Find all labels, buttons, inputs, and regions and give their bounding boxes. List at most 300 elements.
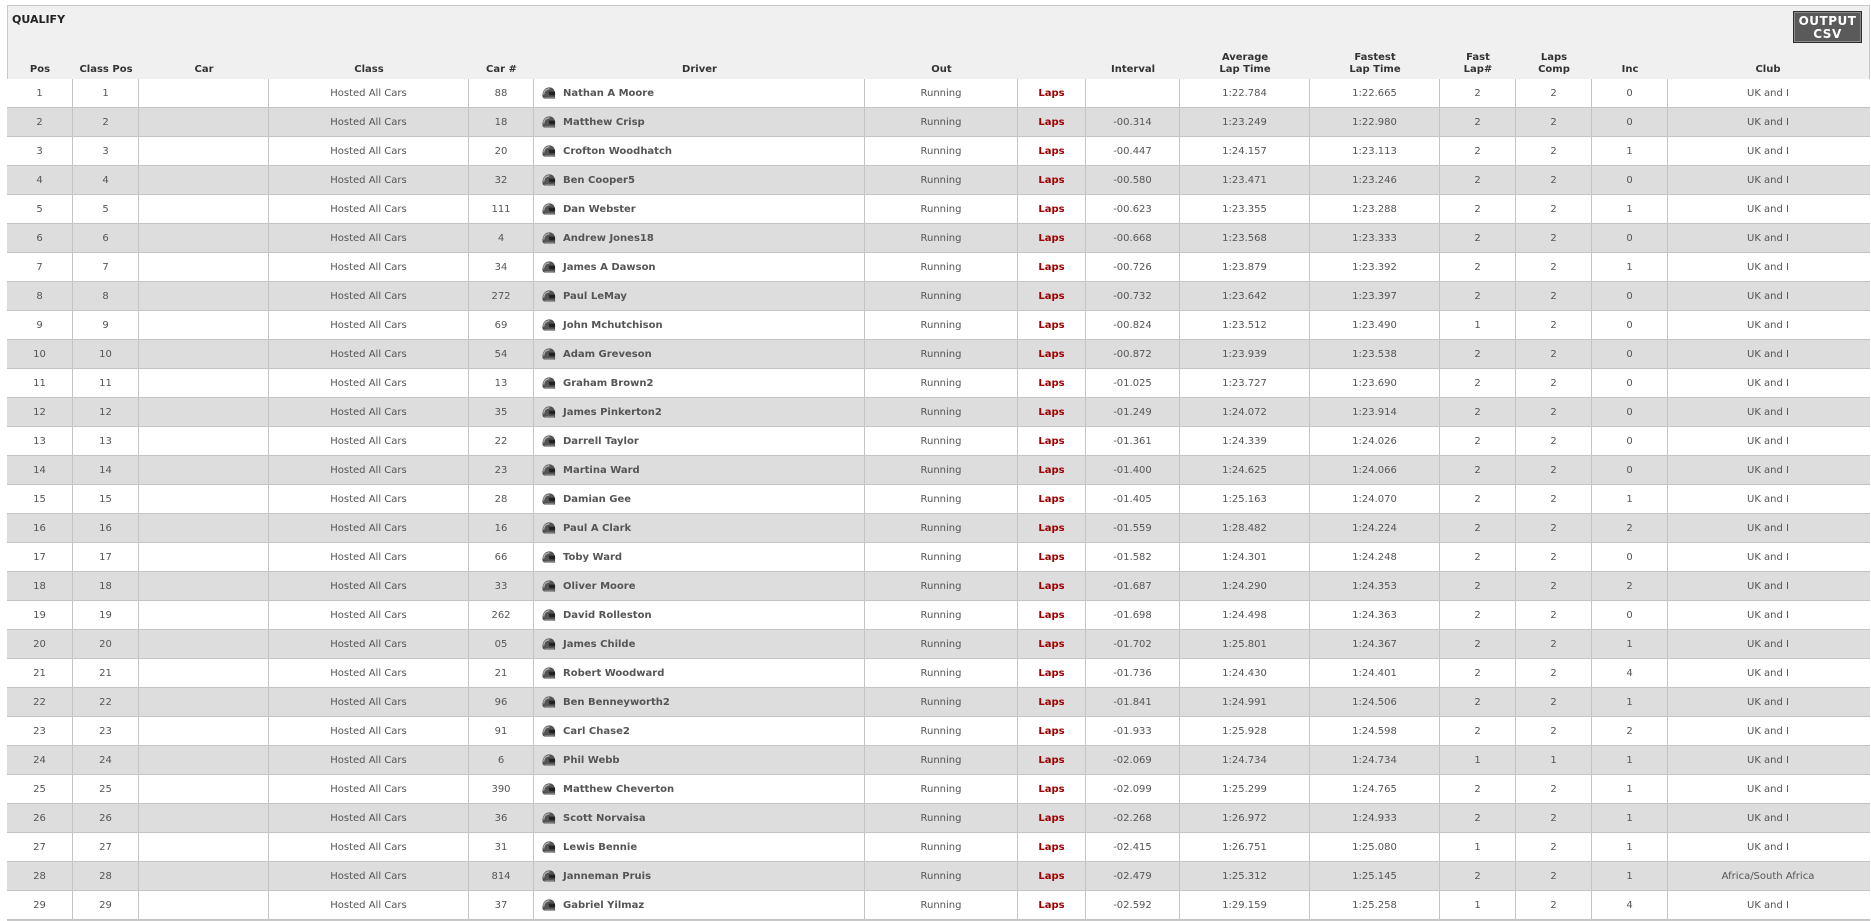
- cell-average-lap-time: 1:26.972: [1180, 804, 1310, 832]
- cell-laps-completed: 2: [1516, 601, 1592, 629]
- cell-out: Running: [865, 456, 1018, 484]
- cell-car-number: 54: [469, 340, 534, 368]
- column-header-line2: Lap Time: [1349, 64, 1401, 75]
- cell-car-number: 05: [469, 630, 534, 658]
- cell-class: Hosted All Cars: [269, 224, 469, 252]
- cell-out: Running: [865, 137, 1018, 165]
- column-header-line2: Pos: [29, 64, 51, 75]
- cell-car: [139, 79, 269, 107]
- cell-interval: -00.872: [1086, 340, 1180, 368]
- cell-class-pos: 6: [73, 224, 139, 252]
- cell-fastest-lap-time: 1:25.258: [1310, 891, 1440, 919]
- cell-club: UK and I: [1747, 435, 1789, 447]
- cell-club: UK and I: [1747, 145, 1789, 157]
- helmet-icon: [541, 86, 556, 101]
- helmet-icon: [541, 579, 556, 594]
- cell-out: Running: [865, 340, 1018, 368]
- cell-class: Hosted All Cars: [269, 514, 469, 542]
- driver-name: Ben Benneyworth2: [563, 696, 670, 708]
- cell-club: Africa/South Africa: [1721, 870, 1815, 882]
- cell-pos: 1: [7, 79, 73, 107]
- cell-incidents: 0: [1592, 369, 1668, 397]
- cell-car-number: 4: [469, 224, 534, 252]
- cell-class-pos: 2: [73, 108, 139, 136]
- cell-fast-lap-number: 2: [1440, 253, 1516, 281]
- cell-interval: [1086, 79, 1180, 107]
- cell-laps-completed: 2: [1516, 456, 1592, 484]
- driver-name: Adam Greveson: [563, 348, 652, 360]
- cell-average-lap-time: 1:24.301: [1180, 543, 1310, 571]
- cell-club: UK and I: [1747, 348, 1789, 360]
- laps-link[interactable]: Laps: [1018, 427, 1086, 455]
- cell-car: [139, 833, 269, 861]
- cell-incidents: 2: [1592, 717, 1668, 745]
- laps-link[interactable]: Laps: [1018, 630, 1086, 658]
- cell-class-pos: 3: [73, 137, 139, 165]
- cell-fast-lap-number: 2: [1440, 688, 1516, 716]
- cell-pos: 29: [7, 891, 73, 919]
- column-header-line1: Fast: [1466, 52, 1490, 63]
- table-row: [7, 224, 1870, 253]
- cell-car-number: 13: [469, 369, 534, 397]
- driver-name: Robert Woodward: [563, 667, 665, 679]
- cell-driver: [534, 543, 865, 571]
- cell-driver: [534, 398, 865, 426]
- helmet-icon: [541, 521, 556, 536]
- cell-car-number: 18: [469, 108, 534, 136]
- column-header-average-lap-time: [1180, 50, 1310, 78]
- column-header-incidents: [1592, 50, 1668, 78]
- cell-fastest-lap-time: 1:25.145: [1310, 862, 1440, 890]
- cell-car: [139, 311, 269, 339]
- cell-incidents: 0: [1592, 543, 1668, 571]
- cell-average-lap-time: 1:24.072: [1180, 398, 1310, 426]
- laps-link[interactable]: Laps: [1018, 456, 1086, 484]
- cell-car: [139, 456, 269, 484]
- cell-pos: 27: [7, 833, 73, 861]
- column-header-interval: [1086, 50, 1180, 78]
- cell-laps-completed: 2: [1516, 108, 1592, 136]
- cell-incidents: 0: [1592, 398, 1668, 426]
- cell-average-lap-time: 1:24.339: [1180, 427, 1310, 455]
- cell-pos: 25: [7, 775, 73, 803]
- cell-club: UK and I: [1747, 116, 1789, 128]
- cell-interval: -01.702: [1086, 630, 1180, 658]
- cell-class: Hosted All Cars: [269, 543, 469, 571]
- driver-name: Graham Brown2: [563, 377, 654, 389]
- cell-class-pos: 22: [73, 688, 139, 716]
- cell-class: Hosted All Cars: [269, 195, 469, 223]
- column-header-class-pos: [73, 50, 139, 78]
- cell-incidents: 1: [1592, 862, 1668, 890]
- cell-fast-lap-number: 2: [1440, 137, 1516, 165]
- cell-average-lap-time: 1:25.801: [1180, 630, 1310, 658]
- cell-class: Hosted All Cars: [269, 572, 469, 600]
- cell-car-number: 272: [469, 282, 534, 310]
- cell-fast-lap-number: 2: [1440, 717, 1516, 745]
- cell-driver: [534, 688, 865, 716]
- laps-link[interactable]: Laps: [1018, 166, 1086, 194]
- cell-fast-lap-number: 2: [1440, 543, 1516, 571]
- cell-club: UK and I: [1747, 551, 1789, 563]
- cell-average-lap-time: 1:23.568: [1180, 224, 1310, 252]
- cell-fastest-lap-time: 1:23.288: [1310, 195, 1440, 223]
- cell-driver: [534, 572, 865, 600]
- cell-class-pos: 24: [73, 746, 139, 774]
- cell-pos: 23: [7, 717, 73, 745]
- cell-fast-lap-number: 1: [1440, 746, 1516, 774]
- laps-link[interactable]: Laps: [1018, 775, 1086, 803]
- cell-class: Hosted All Cars: [269, 601, 469, 629]
- cell-car: [139, 253, 269, 281]
- driver-name: Gabriel Yilmaz: [563, 899, 645, 911]
- driver-name: Oliver Moore: [563, 580, 636, 592]
- cell-car-number: 23: [469, 456, 534, 484]
- column-header-line2: Car: [194, 64, 214, 75]
- cell-class-pos: 8: [73, 282, 139, 310]
- cell-class: Hosted All Cars: [269, 166, 469, 194]
- cell-class: Hosted All Cars: [269, 369, 469, 397]
- column-header-line2: Lap Time: [1219, 64, 1271, 75]
- helmet-icon: [541, 405, 556, 420]
- cell-average-lap-time: 1:25.163: [1180, 485, 1310, 513]
- cell-club: UK and I: [1747, 696, 1789, 708]
- cell-pos: 19: [7, 601, 73, 629]
- cell-car: [139, 282, 269, 310]
- cell-car-number: 262: [469, 601, 534, 629]
- cell-fastest-lap-time: 1:24.070: [1310, 485, 1440, 513]
- helmet-icon: [541, 463, 556, 478]
- cell-incidents: 4: [1592, 891, 1668, 919]
- cell-driver: [534, 282, 865, 310]
- cell-car: [139, 862, 269, 890]
- cell-class: Hosted All Cars: [269, 862, 469, 890]
- column-header-line1: Laps: [1540, 52, 1568, 63]
- cell-incidents: 1: [1592, 804, 1668, 832]
- cell-class-pos: 27: [73, 833, 139, 861]
- cell-incidents: 0: [1592, 340, 1668, 368]
- cell-incidents: 1: [1592, 746, 1668, 774]
- cell-driver: [534, 804, 865, 832]
- cell-average-lap-time: 1:25.299: [1180, 775, 1310, 803]
- cell-pos: 28: [7, 862, 73, 890]
- cell-fast-lap-number: 2: [1440, 572, 1516, 600]
- cell-pos: 2: [7, 108, 73, 136]
- table-row: [7, 804, 1870, 833]
- cell-average-lap-time: 1:23.512: [1180, 311, 1310, 339]
- cell-interval: -01.361: [1086, 427, 1180, 455]
- helmet-icon: [541, 231, 556, 246]
- cell-out: Running: [865, 282, 1018, 310]
- cell-class-pos: 5: [73, 195, 139, 223]
- laps-link[interactable]: Laps: [1018, 688, 1086, 716]
- cell-class: Hosted All Cars: [269, 659, 469, 687]
- table-row: [7, 195, 1870, 224]
- column-header-car-number: [469, 50, 534, 78]
- cell-incidents: 1: [1592, 775, 1668, 803]
- cell-class-pos: 16: [73, 514, 139, 542]
- driver-name: Damian Gee: [563, 493, 632, 505]
- column-header-car: [139, 50, 269, 78]
- cell-driver: [534, 137, 865, 165]
- cell-club: UK and I: [1747, 377, 1789, 389]
- cell-fastest-lap-time: 1:24.224: [1310, 514, 1440, 542]
- laps-link[interactable]: Laps: [1018, 108, 1086, 136]
- table-row: [7, 456, 1870, 485]
- cell-interval: -02.592: [1086, 891, 1180, 919]
- cell-club: UK and I: [1747, 783, 1789, 795]
- laps-link[interactable]: Laps: [1018, 311, 1086, 339]
- column-header-out: [865, 50, 1018, 78]
- laps-link[interactable]: Laps: [1018, 369, 1086, 397]
- cell-laps-completed: 1: [1516, 746, 1592, 774]
- laps-link[interactable]: Laps: [1018, 601, 1086, 629]
- laps-link[interactable]: Laps: [1018, 195, 1086, 223]
- cell-out: Running: [865, 427, 1018, 455]
- cell-pos: 13: [7, 427, 73, 455]
- laps-link[interactable]: Laps: [1018, 746, 1086, 774]
- cell-fastest-lap-time: 1:24.401: [1310, 659, 1440, 687]
- column-header-driver: [534, 50, 865, 78]
- cell-out: Running: [865, 804, 1018, 832]
- table-row: [7, 717, 1870, 746]
- cell-laps-completed: 2: [1516, 137, 1592, 165]
- results-table-header: [7, 50, 1870, 78]
- cell-fast-lap-number: 2: [1440, 485, 1516, 513]
- laps-link[interactable]: Laps: [1018, 79, 1086, 107]
- column-header-line1: Fastest: [1354, 52, 1396, 63]
- cell-pos: 6: [7, 224, 73, 252]
- cell-class-pos: 13: [73, 427, 139, 455]
- cell-class: Hosted All Cars: [269, 340, 469, 368]
- cell-class: Hosted All Cars: [269, 746, 469, 774]
- helmet-icon: [541, 637, 556, 652]
- cell-class: Hosted All Cars: [269, 833, 469, 861]
- cell-pos: 21: [7, 659, 73, 687]
- cell-laps-completed: 2: [1516, 572, 1592, 600]
- cell-driver: [534, 195, 865, 223]
- cell-pos: 7: [7, 253, 73, 281]
- output-csv-label-line1: OUTPUT: [1798, 14, 1857, 28]
- laps-link[interactable]: Laps: [1018, 485, 1086, 513]
- output-csv-label-line2: CSV: [1813, 27, 1842, 41]
- cell-interval: -02.415: [1086, 833, 1180, 861]
- laps-link[interactable]: Laps: [1018, 340, 1086, 368]
- helmet-icon: [541, 840, 556, 855]
- table-row: [7, 79, 1870, 108]
- cell-laps-completed: 2: [1516, 804, 1592, 832]
- helmet-icon: [541, 289, 556, 304]
- cell-out: Running: [865, 688, 1018, 716]
- cell-fastest-lap-time: 1:22.665: [1310, 79, 1440, 107]
- table-row: [7, 630, 1870, 659]
- driver-name: Scott Norvaisa: [563, 812, 646, 824]
- cell-fast-lap-number: 2: [1440, 398, 1516, 426]
- cell-average-lap-time: 1:23.939: [1180, 340, 1310, 368]
- cell-out: Running: [865, 833, 1018, 861]
- cell-driver: [534, 717, 865, 745]
- cell-driver: [534, 340, 865, 368]
- cell-incidents: 2: [1592, 572, 1668, 600]
- cell-car-number: 22: [469, 427, 534, 455]
- cell-club: UK and I: [1747, 406, 1789, 418]
- cell-average-lap-time: 1:24.734: [1180, 746, 1310, 774]
- cell-class-pos: 23: [73, 717, 139, 745]
- laps-link[interactable]: Laps: [1018, 398, 1086, 426]
- cell-club: UK and I: [1747, 580, 1789, 592]
- cell-class: Hosted All Cars: [269, 398, 469, 426]
- column-header-line2: Club: [1755, 64, 1781, 75]
- cell-fastest-lap-time: 1:23.538: [1310, 340, 1440, 368]
- cell-interval: -01.841: [1086, 688, 1180, 716]
- laps-link[interactable]: Laps: [1018, 224, 1086, 252]
- column-header-club: [1668, 50, 1868, 78]
- laps-link[interactable]: Laps: [1018, 572, 1086, 600]
- column-header-line2: Class: [354, 64, 384, 75]
- cell-fast-lap-number: 2: [1440, 456, 1516, 484]
- table-row: [7, 398, 1870, 427]
- cell-out: Running: [865, 166, 1018, 194]
- cell-class-pos: 29: [73, 891, 139, 919]
- cell-class-pos: 9: [73, 311, 139, 339]
- laps-link[interactable]: Laps: [1018, 804, 1086, 832]
- column-header-laps-completed: [1516, 50, 1592, 78]
- cell-pos: 10: [7, 340, 73, 368]
- cell-fast-lap-number: 2: [1440, 601, 1516, 629]
- cell-laps-completed: 2: [1516, 282, 1592, 310]
- cell-driver: [534, 485, 865, 513]
- cell-average-lap-time: 1:23.727: [1180, 369, 1310, 397]
- table-row: [7, 688, 1870, 717]
- table-row: [7, 659, 1870, 688]
- cell-car-number: 34: [469, 253, 534, 281]
- cell-car-number: 32: [469, 166, 534, 194]
- cell-fast-lap-number: 2: [1440, 630, 1516, 658]
- cell-driver: [534, 456, 865, 484]
- cell-car: [139, 601, 269, 629]
- cell-incidents: 4: [1592, 659, 1668, 687]
- laps-link[interactable]: Laps: [1018, 862, 1086, 890]
- cell-car-number: 20: [469, 137, 534, 165]
- cell-driver: [534, 166, 865, 194]
- laps-link[interactable]: Laps: [1018, 659, 1086, 687]
- laps-link[interactable]: Laps: [1018, 891, 1086, 919]
- cell-club: UK and I: [1747, 667, 1789, 679]
- cell-car-number: 33: [469, 572, 534, 600]
- cell-fast-lap-number: 1: [1440, 891, 1516, 919]
- column-header-fastest-lap-time: [1310, 50, 1440, 78]
- cell-laps-completed: 2: [1516, 514, 1592, 542]
- cell-club: UK and I: [1747, 203, 1789, 215]
- cell-incidents: 0: [1592, 427, 1668, 455]
- cell-fastest-lap-time: 1:24.363: [1310, 601, 1440, 629]
- table-row: [7, 137, 1870, 166]
- cell-average-lap-time: 1:24.625: [1180, 456, 1310, 484]
- laps-link[interactable]: Laps: [1018, 253, 1086, 281]
- cell-average-lap-time: 1:29.159: [1180, 891, 1310, 919]
- laps-link[interactable]: Laps: [1018, 282, 1086, 310]
- cell-out: Running: [865, 601, 1018, 629]
- laps-link[interactable]: Laps: [1018, 717, 1086, 745]
- cell-car: [139, 688, 269, 716]
- cell-fastest-lap-time: 1:23.690: [1310, 369, 1440, 397]
- laps-link[interactable]: Laps: [1018, 514, 1086, 542]
- table-row: [7, 746, 1870, 775]
- cell-club: UK and I: [1747, 522, 1789, 534]
- output-csv-button[interactable]: [1793, 11, 1862, 43]
- column-header-pos: [7, 50, 73, 78]
- helmet-icon: [541, 347, 556, 362]
- helmet-icon: [541, 318, 556, 333]
- cell-interval: -01.736: [1086, 659, 1180, 687]
- helmet-icon: [541, 608, 556, 623]
- cell-class: Hosted All Cars: [269, 688, 469, 716]
- cell-class-pos: 1: [73, 79, 139, 107]
- cell-driver: [534, 862, 865, 890]
- cell-incidents: 0: [1592, 601, 1668, 629]
- cell-club: UK and I: [1747, 87, 1789, 99]
- cell-car: [139, 369, 269, 397]
- cell-class: Hosted All Cars: [269, 456, 469, 484]
- laps-link[interactable]: Laps: [1018, 833, 1086, 861]
- cell-average-lap-time: 1:24.991: [1180, 688, 1310, 716]
- cell-club: UK and I: [1747, 261, 1789, 273]
- table-row: [7, 340, 1870, 369]
- cell-class: Hosted All Cars: [269, 79, 469, 107]
- cell-class: Hosted All Cars: [269, 630, 469, 658]
- cell-club: UK and I: [1747, 174, 1789, 186]
- cell-car-number: 96: [469, 688, 534, 716]
- cell-car: [139, 630, 269, 658]
- laps-link[interactable]: Laps: [1018, 543, 1086, 571]
- cell-car: [139, 137, 269, 165]
- cell-driver: [534, 891, 865, 919]
- column-header-line2: Lap#: [1463, 64, 1493, 75]
- cell-incidents: 0: [1592, 108, 1668, 136]
- laps-link[interactable]: Laps: [1018, 137, 1086, 165]
- cell-class-pos: 15: [73, 485, 139, 513]
- cell-class-pos: 17: [73, 543, 139, 571]
- cell-car: [139, 485, 269, 513]
- cell-pos: 22: [7, 688, 73, 716]
- cell-pos: 5: [7, 195, 73, 223]
- cell-incidents: 1: [1592, 253, 1668, 281]
- cell-incidents: 0: [1592, 79, 1668, 107]
- cell-incidents: 1: [1592, 485, 1668, 513]
- cell-pos: 20: [7, 630, 73, 658]
- table-row: [7, 601, 1870, 630]
- cell-out: Running: [865, 311, 1018, 339]
- cell-class-pos: 20: [73, 630, 139, 658]
- cell-car: [139, 659, 269, 687]
- cell-car-number: 6: [469, 746, 534, 774]
- cell-laps-completed: 2: [1516, 427, 1592, 455]
- driver-name: Carl Chase2: [563, 725, 630, 737]
- cell-out: Running: [865, 224, 1018, 252]
- cell-fast-lap-number: 2: [1440, 369, 1516, 397]
- cell-average-lap-time: 1:23.471: [1180, 166, 1310, 194]
- cell-class-pos: 25: [73, 775, 139, 803]
- cell-pos: 11: [7, 369, 73, 397]
- cell-fast-lap-number: 1: [1440, 833, 1516, 861]
- cell-incidents: 2: [1592, 514, 1668, 542]
- cell-class-pos: 12: [73, 398, 139, 426]
- cell-car: [139, 514, 269, 542]
- cell-interval: -01.582: [1086, 543, 1180, 571]
- table-row: [7, 862, 1870, 891]
- cell-interval: -01.559: [1086, 514, 1180, 542]
- cell-incidents: 0: [1592, 166, 1668, 194]
